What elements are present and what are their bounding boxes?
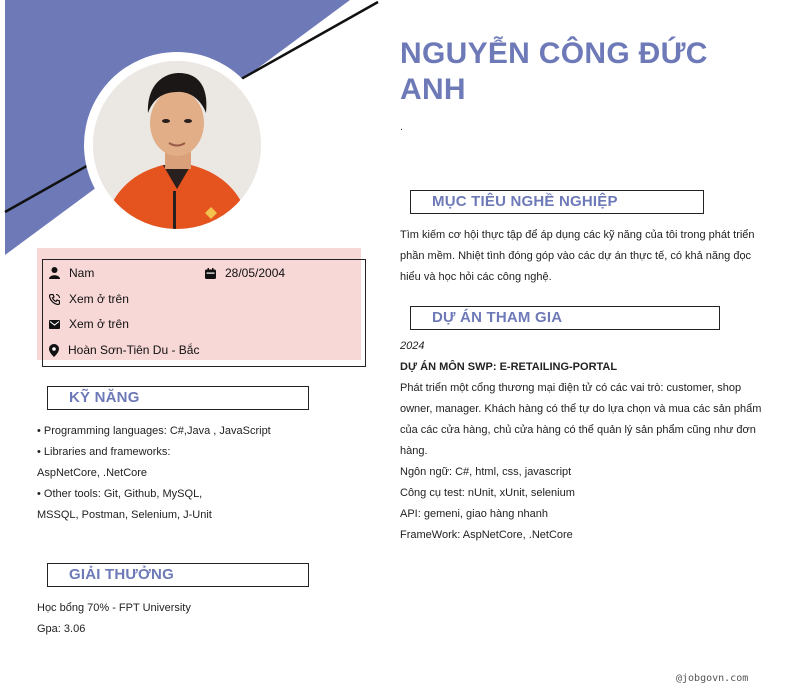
project-description-line: của các cửa hàng, chủ cửa hàng có thể quản lý sản phẩm cũng như đơn — [400, 424, 756, 436]
project-description-line: Phát triển một cổng thương mại điện tử có các vai trò: customer, shop — [400, 382, 742, 394]
project-description-line: owner, manager. Khách hàng có thể tự do lựa chọn và mua các sản phẩm — [400, 403, 762, 415]
birthdate-row — [205, 266, 285, 280]
calendar-icon — [205, 268, 216, 279]
name-line-1: NGUYỄN CÔNG ĐỨC — [400, 37, 708, 70]
address-row — [49, 343, 199, 357]
skills-title: KỸ NĂNG — [69, 389, 140, 406]
email-value: Xem ở trên — [69, 317, 129, 331]
project-name: DỰ ÁN MÔN SWP: E-RETAILING-PORTAL — [400, 361, 618, 373]
name-line-2: ANH — [400, 73, 466, 106]
project-entry — [400, 336, 770, 546]
skills-line: • Other tools: Git, Github, MySQL, — [37, 488, 203, 500]
email-row — [49, 317, 129, 331]
skills-line: • Programming languages: C#,Java , JavaScript — [37, 425, 271, 437]
phone-value: Xem ở trên — [69, 292, 129, 306]
project-description-line: hàng. — [400, 445, 428, 457]
awards-title: GIẢI THƯỞNG — [69, 566, 174, 583]
phone-row — [49, 292, 129, 306]
name-subtitle: . — [400, 121, 404, 133]
project-detail-line: Công cụ test: nUnit, xUnit, selenium — [400, 487, 575, 499]
project-detail-line: Ngôn ngữ: C#, html, css, javascript — [400, 466, 572, 478]
project-detail-line: FrameWork: AspNetCore, .NetCore — [400, 529, 573, 541]
avatar — [93, 61, 261, 229]
objective-text — [400, 225, 770, 288]
objective-title: MỤC TIÊU NGHỀ NGHIỆP — [432, 193, 618, 210]
award-line: Học bổng 70% - FPT University — [37, 602, 191, 614]
objective-line: phần mềm. Nhiệt tình đóng góp vào các dự án thực tế, có khả năng đọc — [400, 250, 752, 262]
projects-title: DỰ ÁN THAM GIA — [432, 309, 563, 326]
project-year: 2024 — [400, 340, 425, 352]
birthdate-value: 28/05/2004 — [225, 266, 286, 280]
skills-line: • Libraries and frameworks: — [37, 446, 171, 458]
objective-line: Tìm kiếm cơ hội thực tập để áp dụng các kỹ năng của tôi trong phát triển — [400, 229, 755, 241]
candidate-name — [400, 36, 760, 108]
phone-icon — [49, 294, 60, 305]
person-icon — [49, 267, 60, 279]
award-line: Gpa: 3.06 — [37, 623, 86, 635]
awards-list — [37, 598, 191, 640]
gender-value: Nam — [69, 266, 95, 280]
skills-line: AspNetCore, .NetCore — [37, 467, 148, 479]
objective-line: hiểu và học hỏi các công nghệ. — [400, 271, 552, 283]
gender-row — [49, 266, 94, 280]
project-detail-line: API: gemeni, giao hàng nhanh — [400, 508, 549, 520]
mail-icon — [49, 320, 60, 329]
skills-list — [37, 421, 271, 526]
location-icon — [49, 344, 59, 357]
address-value: Hoàn Sơn-Tiên Du - Bắc — [68, 343, 200, 357]
skills-line: MSSQL, Postman, Selenium, J-Unit — [37, 509, 212, 521]
watermark: @jobgovn.com — [676, 673, 749, 684]
